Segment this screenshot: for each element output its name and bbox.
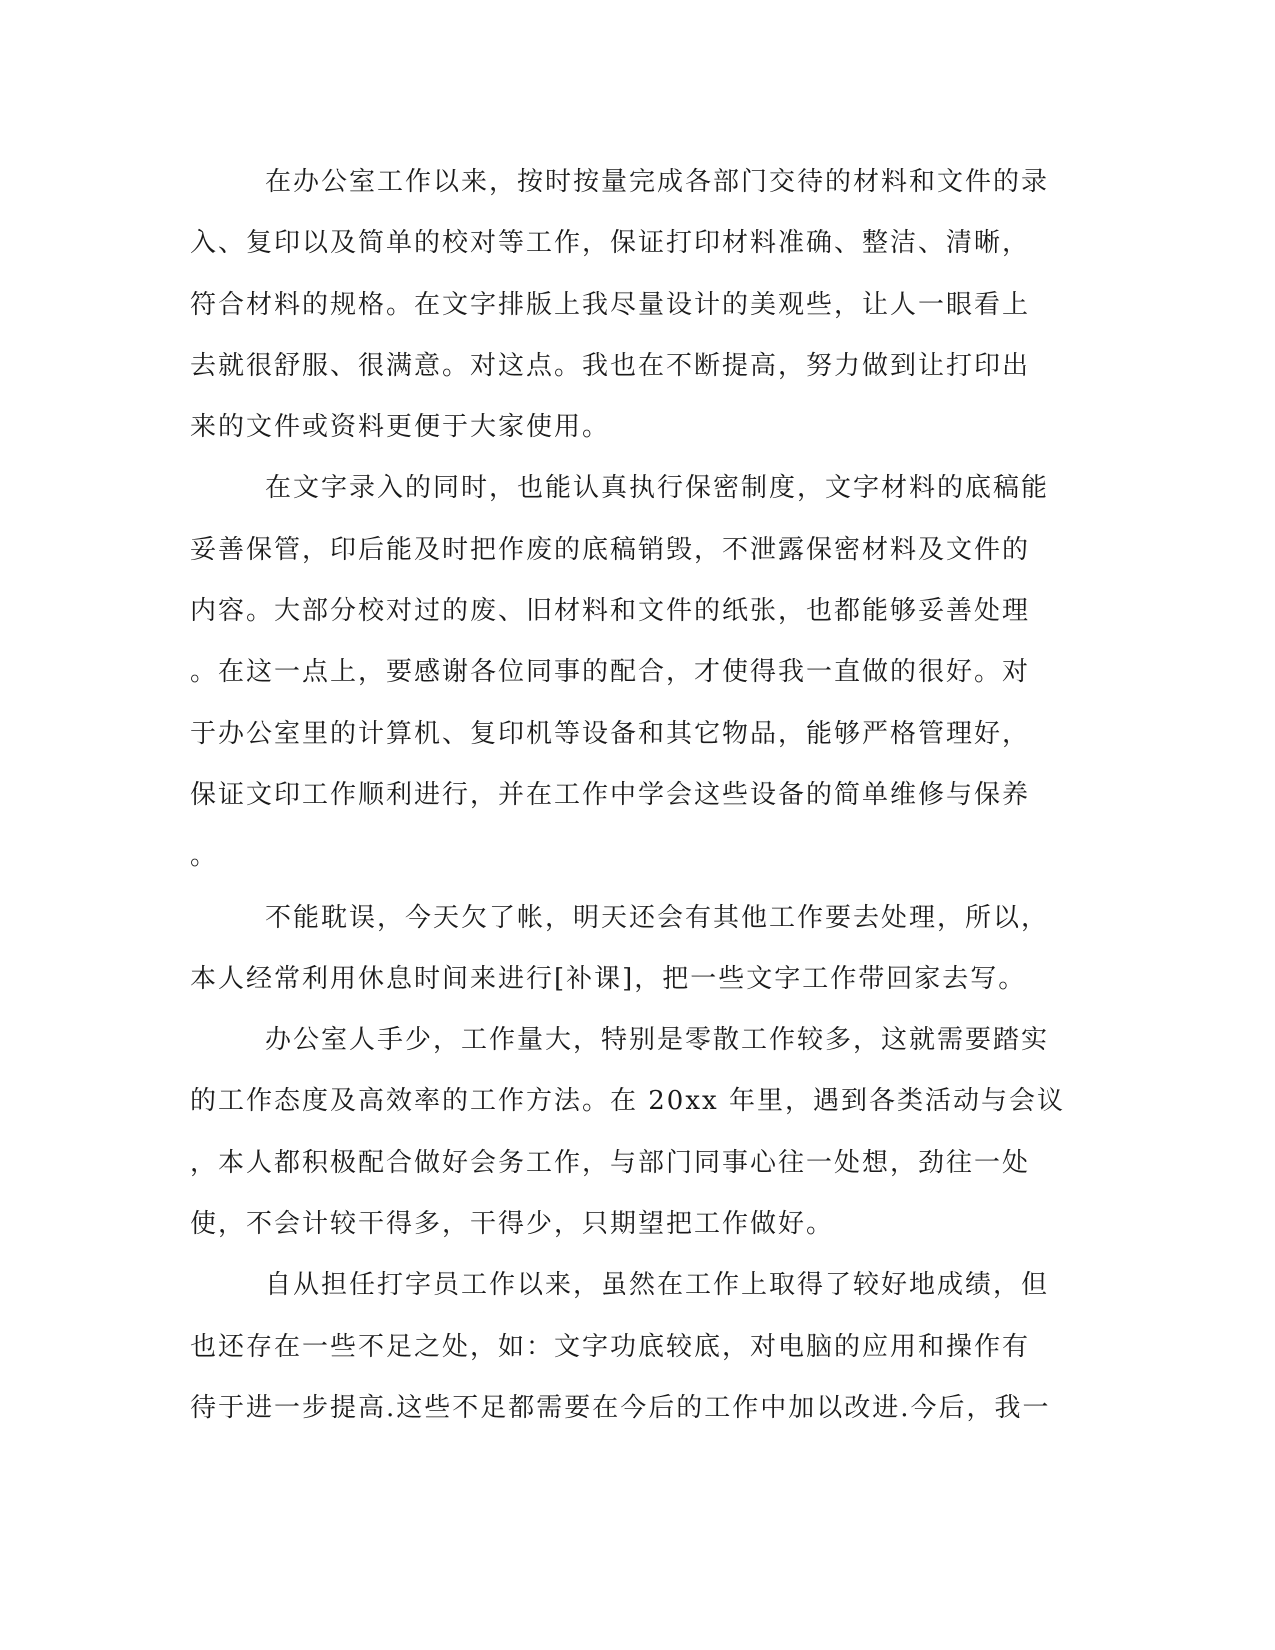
text-line: 来的文件或资料更便于大家使用。	[190, 412, 611, 443]
text-line: 在办公室工作以来，按时按量完成各部门交待的材料和文件的录	[265, 167, 1050, 197]
text-line: 妥善保管，印后能及时把作废的底稿销毁，不泄露保密材料及文件的	[190, 534, 1031, 565]
text-line: 保证文印工作顺利进行，并在工作中学会这些设备的简单维修与保养	[190, 779, 1031, 810]
text-line: 去就很舒服、很满意。对这点。我也在不断提高，努力做到让打印出	[190, 350, 1031, 381]
text-line: 。	[190, 841, 219, 872]
text-line: 于办公室里的计算机、复印机等设备和其它物品，能够严格管理好，	[190, 718, 1031, 749]
text-line: 自从担任打字员工作以来，虽然在工作上取得了较好地成绩，但	[265, 1270, 1050, 1301]
text-line: 符合材料的规格。在文字排版上我尽量设计的美观些，让人一眼看上	[190, 289, 1031, 320]
text-line: 办公室人手少，工作量大，特别是零散工作较多，这就需要踏实	[265, 1025, 1050, 1056]
text-line: 内容。大部分校对过的废、旧材料和文件的纸张，也都能够妥善处理	[190, 596, 1031, 627]
text-line: ，本人都积极配合做好会务工作，与部门同事心往一处想，劲往一处	[190, 1147, 1031, 1178]
text-line: 在文字录入的同时，也能认真执行保密制度，文字材料的底稿能	[265, 473, 1050, 504]
text-line: 。在这一点上，要感谢各位同事的配合，才使得我一直做的很好。对	[190, 657, 1031, 688]
text-line: 待于进一步提高.这些不足都需要在今后的工作中加以改进.今后，我一	[190, 1392, 1051, 1423]
text-line: 的工作态度及高效率的工作方法。在 20xx 年里，遇到各类活动与会议	[190, 1086, 1065, 1117]
text-line: 也还存在一些不足之处，如：文字功底较底，对电脑的应用和操作有	[190, 1331, 1031, 1362]
body-text	[190, 152, 1090, 1439]
text-line: 入、复印以及简单的校对等工作，保证打印材料准确、整洁、清晰，	[190, 228, 1031, 259]
text-line: 不能耽误，今天欠了帐，明天还会有其他工作要去处理，所以，	[265, 902, 1050, 933]
text-line: 使，不会计较干得多，干得少，只期望把工作做好。	[190, 1209, 835, 1240]
text-line: 本人经常利用休息时间来进行[补课]，把一些文字工作带回家去写。	[190, 963, 1027, 994]
